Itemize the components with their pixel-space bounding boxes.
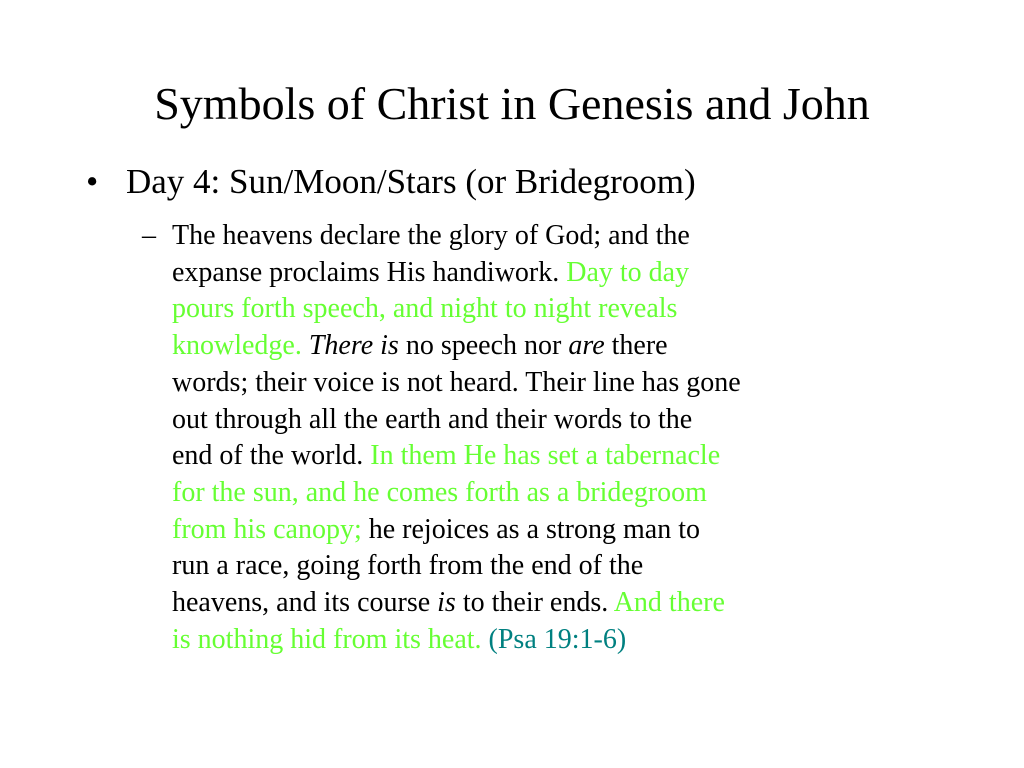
- verse-segment: from his canopy;: [172, 513, 362, 545]
- verse-segment: Day to day: [566, 256, 690, 288]
- verse-segment: heavens, and its course: [172, 587, 438, 619]
- verse-line: [172, 218, 947, 255]
- verse-segment: The heavens declare the glory of God; and the: [172, 220, 690, 251]
- slide-title: Symbols of Christ in Genesis and John: [154, 78, 870, 129]
- verse-line: [172, 622, 947, 659]
- verse-line: [172, 548, 947, 585]
- verse-line: [172, 512, 947, 549]
- verse-text: [172, 218, 947, 658]
- verse-segment: there: [604, 330, 668, 362]
- sub-bullet-marker: –: [142, 220, 156, 251]
- verse-segment: And there: [613, 587, 725, 619]
- verse-segment: words; their voice is not heard. Their line has gone: [172, 366, 741, 398]
- verse-segment: pours forth speech, and night to night reveals: [172, 293, 678, 325]
- verse-line: [172, 365, 947, 402]
- verse-line: [172, 438, 947, 475]
- verse-segment: There is: [308, 330, 399, 362]
- verse-line: [172, 585, 947, 622]
- verse-line: [172, 291, 947, 328]
- bullet-text: Day 4: Sun/Moon/Stars (or Bridegroom): [126, 162, 696, 201]
- verse-segment: run a race, going forth from the end of the: [172, 550, 644, 582]
- verse-line: [172, 255, 947, 292]
- verse-line: [172, 328, 947, 365]
- bullet-marker: •: [86, 162, 99, 201]
- verse-segment: for the sun, and he comes forth as a bridegroom: [172, 476, 707, 508]
- verse-segment: knowledge.: [172, 330, 309, 362]
- verse-segment: In them He has set a tabernacle: [370, 440, 721, 472]
- verse-segment: no speech nor: [398, 330, 569, 362]
- verse-segment: to their ends.: [455, 587, 614, 619]
- verse-segment: is: [437, 587, 456, 619]
- verse-segment: is nothing hid from its heat.: [172, 623, 489, 655]
- verse-segment: are: [568, 330, 605, 362]
- verse-segment: he rejoices as a strong man to: [361, 513, 700, 545]
- scripture-reference: (Psa 19:1-6): [488, 623, 627, 655]
- verse-segment: expanse proclaims His handiwork.: [172, 256, 567, 288]
- verse-segment: end of the world.: [172, 440, 371, 472]
- verse-line: [172, 402, 947, 439]
- verse-segment: out through all the earth and their words to the: [172, 403, 693, 435]
- verse-line: [172, 475, 947, 512]
